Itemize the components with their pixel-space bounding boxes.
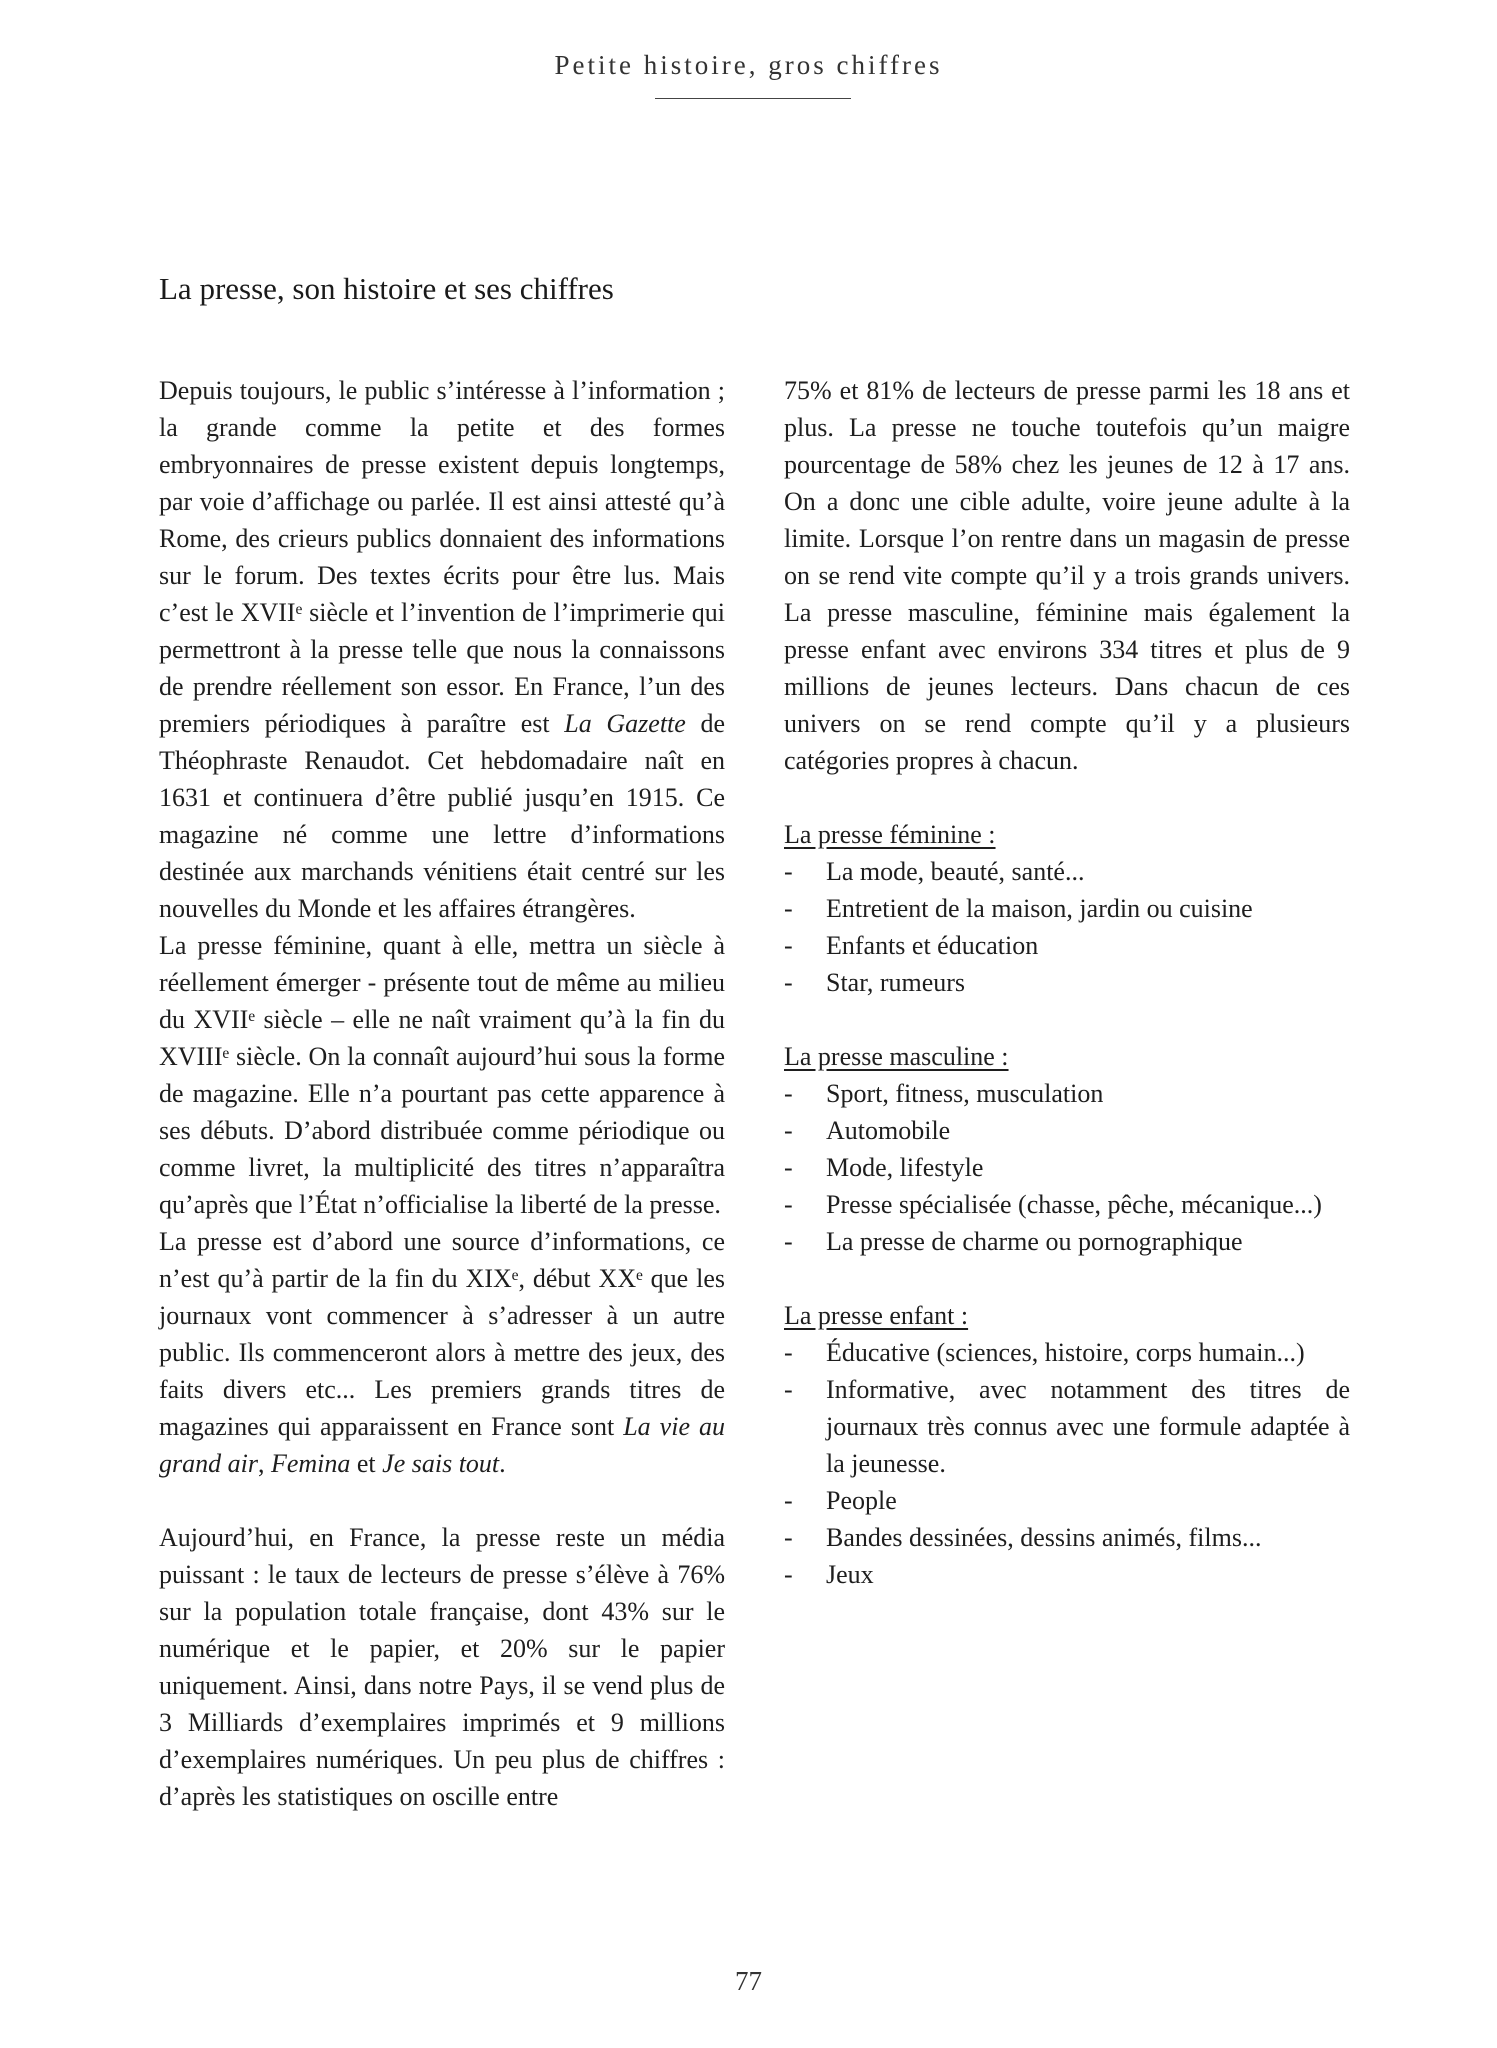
list-item-text: Enfants et éducation [826,931,1039,960]
dash-marker: - [784,1116,793,1145]
left-column [159,372,725,1815]
dash-marker: - [784,857,793,886]
list-presse-masculine [784,1038,1350,1260]
list-item-text: People [826,1486,897,1515]
list-item [784,927,1350,964]
list-item [784,1149,1350,1186]
dash-marker: - [784,1338,793,1367]
list-item-text: Mode, lifestyle [826,1153,984,1182]
paragraph-magazines-text: La presse est d’abord une source d’informations, ce n’est qu’à partir de la fin du XIXᵉ, début XXᵉ que les journaux vont commencer à s’adresser à un autre public. Ils commenceront alors à mettre des jeux, des faits divers etc... Les premiers grands titres de magazines qui apparaissent en France sont [159,1227,725,1441]
list-item-text: Éducative (sciences, histoire, corps humain...) [826,1338,1305,1367]
paragraph-feminine-press: La presse féminine, quant à elle, mettra un siècle à réellement émerger - présente tout de même au milieu du XVIIᵉ siècle – elle ne naît vraiment qu’à la fin du XVIIIᵉ siècle. On la connaît aujourd’hui sous la forme de magazine. Elle n’a pourtant pas cette apparence à ses débuts. D’abord distribuée comme périodique ou comme livret, la multiplicité des titres n’apparaîtra qu’après que l’État n’officialise la liberté de la presse. [159,931,725,1219]
list-item-text: Bandes dessinées, dessins animés, films... [826,1523,1262,1552]
list-item [784,1223,1350,1260]
list-item [784,853,1350,890]
paragraph-magazines [159,1223,725,1482]
header-rule [655,98,851,99]
list-item-text: Automobile [826,1116,951,1145]
list-item [784,1334,1350,1371]
page-number: 77 [735,1966,762,1996]
separator-comma: , [257,1449,265,1478]
list-item-text: Jeux [826,1560,874,1589]
dash-marker: - [784,1486,793,1515]
list-item [784,1371,1350,1482]
dash-marker: - [784,968,793,997]
title-je-sais-tout: Je sais tout [382,1449,500,1478]
dash-marker: - [784,1227,793,1256]
section-title: La presse, son histoire et ses chiffres [159,271,614,306]
list-item [784,1186,1350,1223]
dash-marker: - [784,1523,793,1552]
dash-marker: - [784,931,793,960]
list-title: La presse féminine : [784,820,996,849]
list-presse-feminine [784,816,1350,1001]
list-item [784,1482,1350,1519]
paragraph-history [159,372,725,927]
dash-marker: - [784,1375,793,1404]
title-femina: Femina [270,1449,351,1478]
list-item [784,890,1350,927]
title-la-vie-au-grand-air: La vie au grand air [159,1412,726,1478]
list-item [784,1556,1350,1593]
list-item [784,964,1350,1001]
separator-et: et [356,1449,376,1478]
list-item-text: Star, rumeurs [826,968,966,997]
dash-marker: - [784,1560,793,1589]
dash-marker: - [784,1079,793,1108]
dash-marker: - [784,894,793,923]
list-item [784,1112,1350,1149]
list-item [784,1075,1350,1112]
running-header: Petite histoire, gros chiffres [554,50,943,80]
right-column [784,372,1350,1593]
paragraph-readership: 75% et 81% de lecteurs de presse parmi les 18 ans et plus. La presse ne touche toutefois qu’un maigre pourcentage de 58% chez les jeunes de 12 à 17 ans. On a donc une cible adulte, voire jeune adulte à la limite. Lorsque l’on rentre dans un magasin de presse on se rend vite compte qu’il y a trois grands univers. La presse masculine, féminine mais également la presse enfant avec environs 334 titres et plus de 9 millions de jeunes lecteurs. Dans chacun de ces univers on se rend compte qu’il y a plusieurs catégories propres à chacun. [784,376,1350,775]
list-item-text: Informative, avec notamment des titres de journaux très connus avec une formule adaptée à la jeunesse. [826,1375,1350,1478]
paragraph-history-end: de Théophraste Renaudot. Cet hebdomadaire naît en 1631 et continuera d’être publié jusqu’en 1915. Ce magazine né comme une lettre d’informations destinée aux marchands vénitiens était centré sur les nouvelles du Monde et les affaires étrangères. [159,709,725,923]
list-title: La presse masculine : [784,1042,1009,1071]
paragraph-history-text: Depuis toujours, le public s’intéresse à l’information ; la grande comme la petite et des formes embryonnaires de presse existent depuis longtemps, par voie d’affichage ou parlée. Il est ainsi attesté qu’à Rome, des crieurs publics donnaient des informations sur le forum. Des textes écrits pour être lus. Mais c’est le XVIIᵉ siècle et l’invention de l’imprimerie qui permettront à la presse telle que nous la connaissons de prendre réellement son essor. En France, l’un des premiers périodiques à paraître est [159,376,725,738]
dash-marker: - [784,1153,793,1182]
list-title: La presse enfant : [784,1301,969,1330]
list-item-text: Entretient de la maison, jardin ou cuisine [826,894,1253,923]
list-item [784,1519,1350,1556]
paragraph-statistics: Aujourd’hui, en France, la presse reste un média puissant : le taux de lecteurs de presse s’élève à 76% sur la population totale française, dont 43% sur le numérique et le papier, et 20% sur le papier uniquement. Ainsi, dans notre Pays, il se vend plus de 3 Milliards d’exemplaires imprimés et 9 millions d’exemplaires numériques. Un peu plus de chiffres : d’après les statistiques on oscille entre [159,1523,725,1811]
list-item-text: La mode, beauté, santé... [826,857,1085,886]
dash-marker: - [784,1190,793,1219]
list-presse-enfant [784,1297,1350,1593]
list-item-text: Presse spécialisée (chasse, pêche, mécanique...) [826,1190,1322,1219]
period: . [499,1449,506,1478]
list-item-text: Sport, fitness, musculation [826,1079,1104,1108]
list-item-text: La presse de charme ou pornographique [826,1227,1243,1256]
title-la-gazette: La Gazette [564,709,686,738]
